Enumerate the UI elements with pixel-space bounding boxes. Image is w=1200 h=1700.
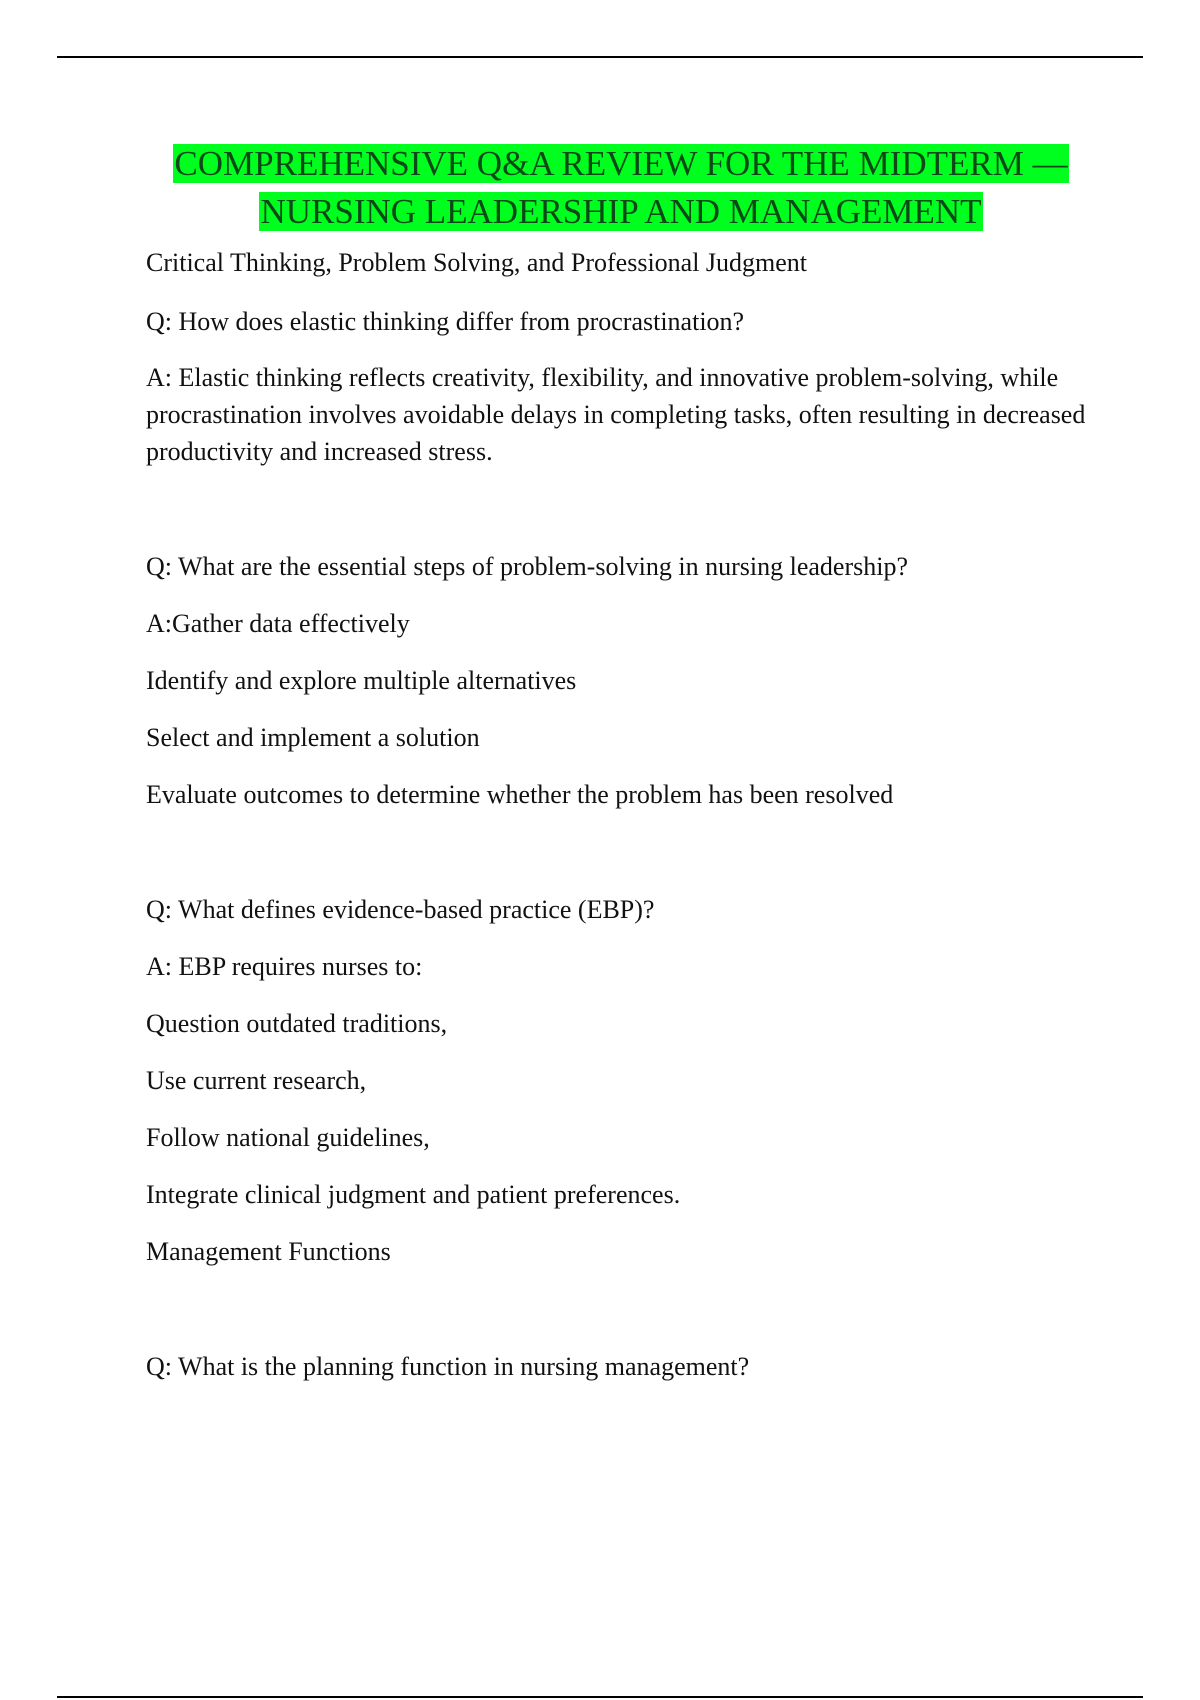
answer-line: A: EBP requires nurses to: xyxy=(146,952,423,981)
section-heading: Critical Thinking, Problem Solving, and Professional Judgment xyxy=(146,248,808,277)
answer-line: Use current research, xyxy=(146,1066,367,1095)
answer-line: Integrate clinical judgment and patient preferences. xyxy=(146,1180,681,1209)
question: Q: What are the essential steps of problem-solving in nursing leadership? xyxy=(146,552,908,581)
answer: A: Elastic thinking reflects creativity, flexibility, and innovative problem-solving, while procrastination involves avoidable delays in completing tasks, often resulting in decreased productivity and increased stress. xyxy=(146,363,1086,466)
title-line-2: NURSING LEADERSHIP AND MANAGEMENT xyxy=(260,192,982,231)
section-heading: Management Functions xyxy=(146,1237,391,1266)
answer-line: Select and implement a solution xyxy=(146,723,480,752)
answer-line: Question outdated traditions, xyxy=(146,1009,448,1038)
answer-line: Identify and explore multiple alternatives xyxy=(146,666,577,695)
top-rule xyxy=(57,56,1143,58)
document-body xyxy=(146,140,1096,1385)
answer-line: Evaluate outcomes to determine whether the problem has been resolved xyxy=(146,780,894,809)
answer-line: Follow national guidelines, xyxy=(146,1123,430,1152)
title-line-1: COMPREHENSIVE Q&A REVIEW FOR THE MIDTERM — xyxy=(174,144,1068,183)
document-title xyxy=(128,140,1114,236)
question: Q: How does elastic thinking differ from procrastination? xyxy=(146,307,745,336)
bottom-rule xyxy=(57,1696,1143,1698)
answer-line: A:Gather data effectively xyxy=(146,609,410,638)
question: Q: What is the planning function in nursing management? xyxy=(146,1352,750,1381)
question: Q: What defines evidence-based practice (EBP)? xyxy=(146,895,655,924)
